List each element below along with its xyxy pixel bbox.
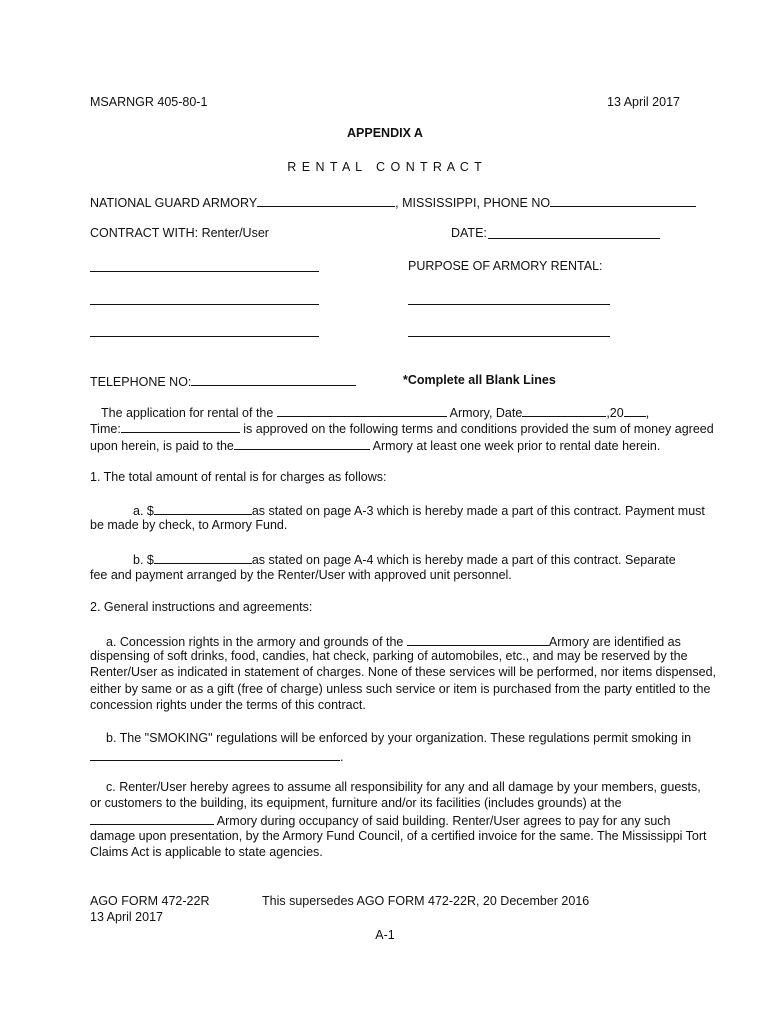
renter-field-2[interactable] xyxy=(90,304,319,305)
purpose-label: PURPOSE OF ARMORY RENTAL: xyxy=(408,259,603,273)
section-1-heading: 1. The total amount of rental is for charges as follows: xyxy=(90,470,387,484)
armory-name-field[interactable] xyxy=(257,194,395,207)
smoking-line-2 xyxy=(90,748,343,765)
concession-armory-field[interactable] xyxy=(407,633,549,646)
concession-line-1 xyxy=(106,633,681,650)
date-label: DATE: xyxy=(451,226,487,240)
contract-title: R E N T A L C O N T R A C T xyxy=(287,160,483,174)
charge-b-amount-field[interactable] xyxy=(154,551,252,564)
form-date: 13 April 2017 xyxy=(90,910,163,924)
application-text: upon herein, is paid to the xyxy=(90,439,234,453)
application-text: ,20 xyxy=(606,406,624,420)
damage-armory-field[interactable] xyxy=(90,812,214,825)
charge-a-text: as stated on page A-3 which is hereby made a part of this contract. Payment must xyxy=(251,504,705,518)
charge-a-amount-field[interactable] xyxy=(154,502,252,515)
smoking-line-1: b. The "SMOKING" regulations will be enforced by your organization. These regulations permit smoking in xyxy=(106,731,692,745)
armory-line xyxy=(90,194,696,211)
form-number: AGO FORM 472-22R xyxy=(90,894,210,908)
year-field[interactable] xyxy=(624,404,646,417)
concession-line-3: Renter/User as indicated in statement of charges. None of these services will be performed, nor items dispensed, xyxy=(90,665,717,679)
concession-line-5: concession rights under the terms of this contract. xyxy=(90,698,366,712)
telephone-line xyxy=(90,373,356,390)
charge-a-line xyxy=(133,502,705,519)
damage-line-5: Claims Act is applicable to state agencies. xyxy=(90,845,323,859)
charge-b-text: as stated on page A-4 which is hereby made a part of this contract. Separate xyxy=(251,553,676,567)
application-text: Armory at least one week prior to rental date herein. xyxy=(372,439,661,453)
application-text: Time: xyxy=(90,422,121,436)
purpose-field-2[interactable] xyxy=(408,336,610,337)
concession-line-4: either by same or as a gift (free of charge) unless such service or item is purchased from the party entitled to the xyxy=(90,682,711,696)
rental-date-field[interactable] xyxy=(522,404,606,417)
renter-field-1[interactable] xyxy=(90,271,319,272)
concession-text: Armory are identified as xyxy=(548,635,681,649)
page-number: A-1 xyxy=(375,928,395,942)
application-text: is approved on the following terms and conditions provided the sum of money agreed xyxy=(243,422,714,436)
application-line-3 xyxy=(90,437,660,454)
damage-line-2: or customers to the building, its equipment, furniture and/or its facilities (includes grounds) at the xyxy=(90,796,622,810)
charge-b-line xyxy=(133,551,676,568)
section-2-heading: 2. General instructions and agreements: xyxy=(90,600,313,614)
charge-a-line-2: be made by check, to Armory Fund. xyxy=(90,518,288,532)
armory-label: NATIONAL GUARD ARMORY xyxy=(90,196,258,210)
damage-line-1: c. Renter/User hereby agrees to assume all responsibility for any and all damage by your members, guests, xyxy=(106,780,701,794)
smoking-end: . xyxy=(340,750,344,764)
damage-line-4: damage upon presentation, by the Armory Fund Council, of a certified invoice for the same. The Mississippi Tort xyxy=(90,829,707,843)
application-text: Armory, Date xyxy=(449,406,523,420)
supersedes-note: This supersedes AGO FORM 472-22R, 20 December 2016 xyxy=(262,894,590,908)
armory-rental-field[interactable] xyxy=(277,404,447,417)
telephone-label: TELEPHONE NO: xyxy=(90,375,192,389)
appendix-title: APPENDIX A xyxy=(347,126,423,140)
concession-text: a. Concession rights in the armory and grounds of the xyxy=(106,635,404,649)
phone-field[interactable] xyxy=(550,194,696,207)
paid-to-armory-field[interactable] xyxy=(234,437,370,450)
charge-b-prefix: b. $ xyxy=(133,553,154,567)
complete-note: *Complete all Blank Lines xyxy=(403,373,556,387)
renter-field-3[interactable] xyxy=(90,336,319,337)
application-line-2 xyxy=(90,420,714,437)
date-field[interactable] xyxy=(488,238,660,239)
application-text: The application for rental of the xyxy=(101,406,274,420)
smoking-area-field[interactable] xyxy=(90,748,340,761)
time-field[interactable] xyxy=(121,420,240,433)
header-date: 13 April 2017 xyxy=(607,95,680,109)
state-phone-label: , MISSISSIPPI, PHONE NO xyxy=(395,196,551,210)
charge-b-line-2: fee and payment arranged by the Renter/User with approved unit personnel. xyxy=(90,568,512,582)
damage-text: Armory during occupancy of said building. Renter/User agrees to pay for any such xyxy=(216,814,671,828)
regulation-number: MSARNGR 405-80-1 xyxy=(90,95,208,109)
damage-line-3 xyxy=(90,812,671,829)
contract-with-label: CONTRACT WITH: Renter/User xyxy=(90,226,269,240)
charge-a-prefix: a. $ xyxy=(133,504,154,518)
application-line-1 xyxy=(101,404,649,421)
purpose-field-1[interactable] xyxy=(408,304,610,305)
concession-line-2: dispensing of soft drinks, food, candies, hat check, parking of automobiles, etc., and may be reserved by the xyxy=(90,649,688,663)
application-text: , xyxy=(645,406,650,420)
telephone-field[interactable] xyxy=(191,373,356,386)
